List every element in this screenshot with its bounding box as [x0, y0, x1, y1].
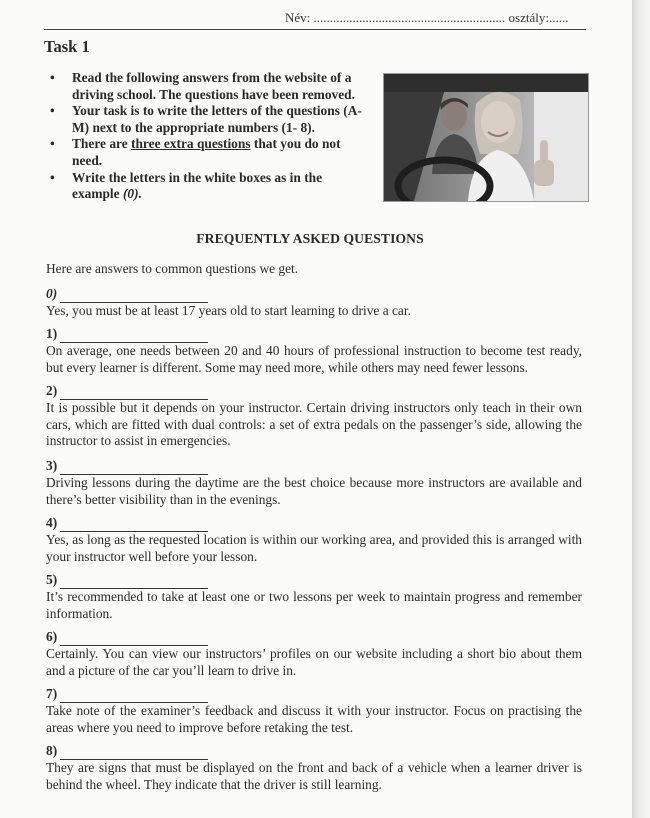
faq-answer: It is possible but it depends on your instructor. Certain driving instructors only teach in their own cars, which are fitted with dual controls: a set of extra pedals on the passenger’s side, allowing the instructor to assist in emergencies.	[46, 399, 582, 449]
faq-item-0	[46, 286, 582, 320]
faq-answer: Certainly. You can view our instructors’ profiles on our website including a short bio about them and a picture of the car you’ll learn to drive in.	[46, 645, 582, 678]
faq-item-1	[46, 326, 582, 376]
faq-heading: FREQUENTLY ASKED QUESTIONS	[196, 231, 424, 246]
header-divider	[44, 29, 586, 30]
task-title: Task 1	[44, 37, 90, 56]
bullet-icon: •	[50, 103, 55, 119]
instruction-item: • Your task is to write the letters of the questions (A-M) next to the appropriate numbers (1- 8).	[50, 103, 362, 135]
answer-blank[interactable]	[60, 330, 208, 343]
instruction-item: • There are three extra questions that you do not need.	[50, 136, 341, 168]
underlined-phrase: three extra questions	[131, 136, 251, 152]
answer-blank[interactable]	[60, 290, 208, 303]
answer-blank[interactable]	[60, 387, 208, 400]
answer-blank[interactable]	[60, 462, 208, 475]
faq-answer: On average, one needs between 20 and 40 hours of professional instruction to become test ready, but every learner is different. Some may need more, while others may need fewer lessons.	[46, 342, 582, 375]
faq-answer: They are signs that must be displayed on the front and back of a vehicle when a learner driver is behind the wheel. They indicate that the driver is still learning.	[46, 759, 582, 792]
bullet-icon: •	[50, 70, 55, 85]
faq-answer: Take note of the examiner’s feedback and discuss it with your instructor. Focus on practising the areas where you need to improve before retaking the test.	[46, 702, 582, 735]
answer-blank[interactable]	[60, 690, 208, 703]
driving-lesson-photo	[383, 73, 589, 202]
faq-item-5	[46, 572, 582, 622]
question-number: 7)	[46, 686, 58, 701]
faq-item-2	[46, 383, 582, 450]
faq-answer: Driving lessons during the daytime are the best choice because more instructors are available and there’s better visibility than in the evenings.	[46, 474, 582, 507]
question-number: 8)	[46, 743, 58, 758]
question-number: 5)	[46, 572, 58, 587]
question-number: 0)	[46, 286, 58, 301]
page-edge-shadow	[632, 0, 650, 818]
faq-answer: It’s recommended to take at least one or two lessons per week to maintain progress and remember information.	[46, 588, 582, 621]
faq-answer: Yes, you must be at least 17 years old to start learning to drive a car.	[46, 302, 411, 318]
question-number: 4)	[46, 515, 58, 530]
faq-item-4	[46, 515, 582, 565]
faq-item-7	[46, 686, 582, 736]
bullet-icon: •	[50, 136, 55, 152]
instructions-list	[46, 70, 372, 203]
name-class-field: Név: ........................................................... osztály:......	[285, 10, 569, 25]
question-number: 2)	[46, 383, 58, 398]
faq-intro: Here are answers to common questions we get.	[46, 261, 299, 276]
faq-answer: Yes, as long as the requested location is within our working area, and provided this is arranged with your instructor well before your lesson.	[46, 531, 582, 564]
faq-item-3	[46, 458, 582, 508]
question-number: 1)	[46, 326, 58, 341]
instruction-item: • Read the following answers from the website of a driving school. The questions have been removed.	[50, 70, 355, 102]
bullet-icon: •	[50, 169, 55, 185]
question-number: 6)	[46, 629, 58, 644]
faq-item-6	[46, 629, 582, 679]
answer-blank[interactable]	[60, 633, 208, 646]
answer-blank[interactable]	[60, 576, 208, 589]
faq-item-8	[46, 743, 582, 793]
question-number: 3)	[46, 458, 58, 473]
instruction-item: • Write the letters in the white boxes as in the example (0).	[50, 169, 323, 202]
answer-blank[interactable]	[60, 519, 208, 532]
answer-blank[interactable]	[60, 747, 208, 760]
